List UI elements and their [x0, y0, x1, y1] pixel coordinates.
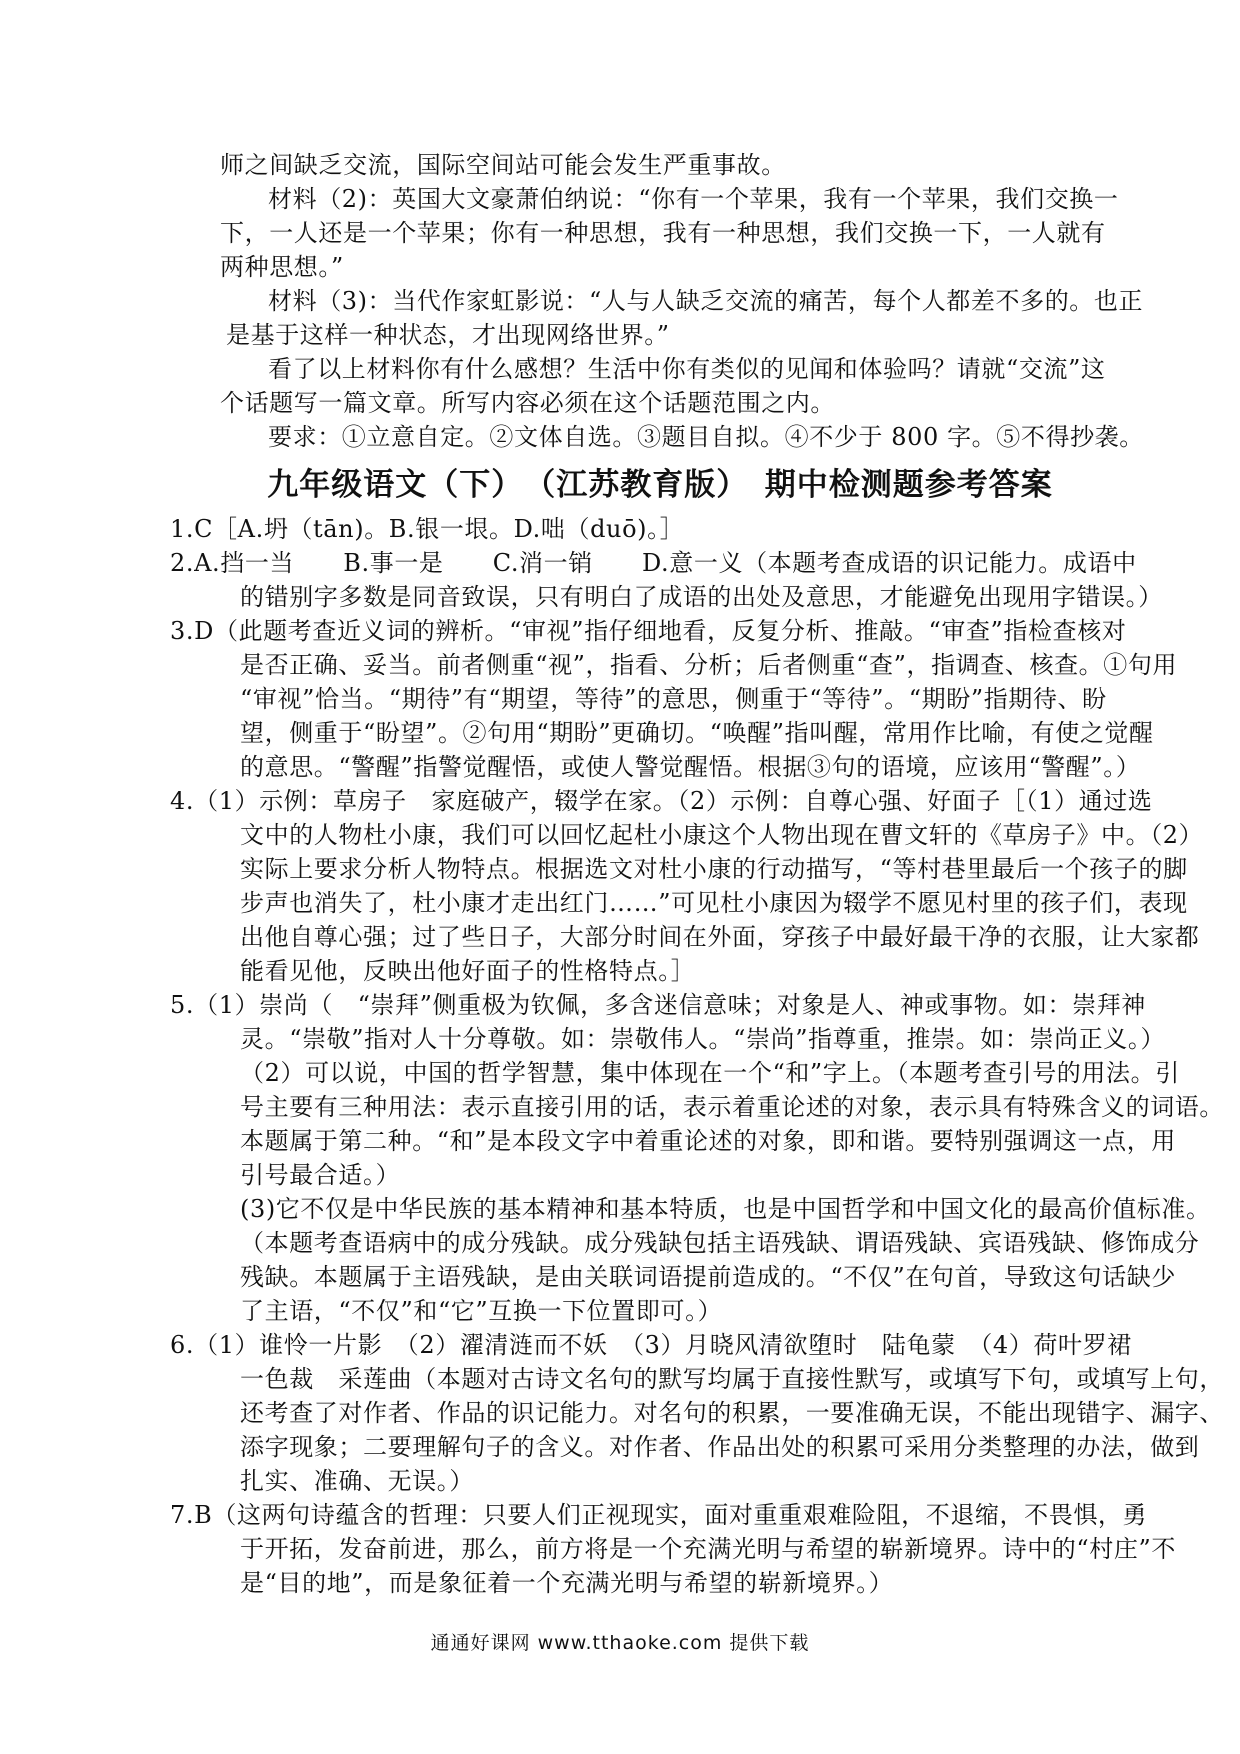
- answer-item: 1.C［A.坍（tān)。B.银一垠。D.咄（duō)。］: [170, 515, 685, 543]
- answer-line: (3)它不仅是中华民族的基本精神和基本特质，也是中国哲学和中国文化的最高价值标准。: [240, 1195, 1211, 1223]
- answer-key-title: 九年级语文（下） （江苏教育版） 期中检测题参考答案: [267, 467, 1053, 503]
- answer-line: 了主语，“不仅”和“它”互换一下位置即可。）: [240, 1297, 723, 1325]
- answer-line: 残缺。本题属于主语残缺，是由关联词语提前造成的。“不仅”在句首，导致这句话缺少: [240, 1263, 1176, 1291]
- answer-line: 扎实、准确、无误。）: [240, 1467, 474, 1495]
- answer-line: 引号最合适。）: [240, 1161, 401, 1189]
- answer-line: 是“目的地”，而是象征着一个充满光明与希望的崭新境界。）: [240, 1569, 894, 1597]
- essay-line: 个话题写一篇文章。所写内容必须在这个话题范围之内。: [220, 389, 835, 417]
- essay-line: 材料（3)：当代作家虹影说：“人与人缺乏交流的痛苦，每个人都差不多的。也正: [268, 287, 1144, 315]
- answer-item: 6.（1）谁怜一片影 （2）濯清涟而不妖 （3）月晓风清欲堕时 陆龟蒙 （4）荷叶罗裙: [170, 1331, 1132, 1359]
- answer-line: 还考查了对作者、作品的识记能力。对名句的积累，一要准确无误，不能出现错字、漏字、: [240, 1399, 1224, 1427]
- answer-line: 于开拓，发奋前进，那么，前方将是一个充满光明与希望的崭新境界。诗中的“村庄”不: [240, 1535, 1176, 1563]
- answer-item: 3.D（此题考查近义词的辨析。“审视”指仔细地看，反复分析、推敲。“审查”指检查核对: [170, 617, 1127, 645]
- answer-line: 能看见他，反映出他好面子的性格特点。］: [240, 957, 696, 985]
- answer-line: 号主要有三种用法：表示直接引用的话，表示着重论述的对象，表示具有特殊含义的词语。: [240, 1093, 1224, 1121]
- answer-line: 实际上要求分析人物特点。根据选文对杜小康的行动描写，“等村巷里最后一个孩子的脚: [240, 855, 1188, 883]
- footer-credit: 通通好课网 www.tthaoke.com 提供下载: [430, 1632, 810, 1654]
- answer-line: 出他自尊心强；过了些日子，大部分时间在外面，穿孩子中最好最干净的衣服，让大家都: [240, 923, 1200, 951]
- answer-line: 的错别字多数是同音致误，只有明白了成语的出处及意思，才能避免出现用字错误。）: [240, 583, 1163, 611]
- essay-line: 师之间缺乏交流，国际空间站可能会发生严重事故。: [220, 151, 786, 179]
- answer-line: “审视”恰当。“期待”有“期望，等待”的意思，侧重于“等待”。“期盼”指期待、盼: [240, 685, 1107, 713]
- answer-line: 文中的人物杜小康，我们可以回忆起杜小康这个人物出现在曹文轩的《草房子》中。（2）: [240, 821, 1204, 849]
- answer-line: 步声也消失了，杜小康才走出红门……”可见杜小康因为辍学不愿见村里的孩子们，表现: [240, 889, 1188, 917]
- essay-line: 是基于这样一种状态，才出现网络世界。”: [226, 321, 670, 349]
- answer-line: （本题考查语病中的成分残缺。成分残缺包括主语残缺、谓语残缺、宾语残缺、修饰成分: [240, 1229, 1200, 1257]
- answer-item: 7.B（这两句诗蕴含的哲理：只要人们正视现实，面对重重艰难险阻，不退缩，不畏惧，勇: [170, 1501, 1148, 1529]
- essay-requirements: 要求：①立意自定。②文体自选。③题目自拟。④不少于 800 字。⑤不得抄袭。: [268, 423, 1144, 451]
- answer-line: 灵。“崇敬”指对人十分尊敬。如：崇敬伟人。“崇尚”指尊重，推崇。如：崇尚正义。）: [240, 1025, 1166, 1053]
- answer-line: 添字现象；二要理解句子的含义。对作者、作品出处的积累可采用分类整理的办法，做到: [240, 1433, 1200, 1461]
- essay-line: 材料（2)：英国大文豪萧伯纳说：“你有一个苹果，我有一个苹果，我们交换一: [268, 185, 1119, 213]
- essay-line: 两种思想。”: [220, 253, 344, 281]
- answer-item: 2.A.挡一当 B.事一是 C.消一销 D.意一义（本题考查成语的识记能力。成语中: [170, 549, 1137, 577]
- answer-line: 的意思。“警醒”指警觉醒悟，或使人警觉醒悟。根据③句的语境，应该用“警醒”。）: [240, 753, 1141, 781]
- answer-line: 是否正确、妥当。前者侧重“视”，指看、分析；后者侧重“查”，指调查、核查。①句用: [240, 651, 1178, 679]
- answer-item: 4.（1）示例：草房子 家庭破产，辍学在家。（2）示例：自尊心强、好面子［（1）通过选: [170, 787, 1153, 815]
- answer-line: （2）可以说，中国的哲学智慧，集中体现在一个“和”字上。（本题考查引号的用法。引: [240, 1059, 1180, 1087]
- answer-line: 一色裁 采莲曲（本题对古诗文名句的默写均属于直接性默写，或填写下句，或填写上句，: [240, 1365, 1224, 1393]
- answer-item: 5.（1）崇尚（ “崇拜”侧重极为钦佩，多含迷信意味；对象是人、神或事物。如：崇拜神: [170, 991, 1146, 1019]
- essay-line: 下，一人还是一个苹果；你有一种思想，我有一种思想，我们交换一下，一人就有: [220, 219, 1106, 247]
- document-page: [170, 148, 1224, 1600]
- essay-line: 看了以上材料你有什么感想？生活中你有类似的见闻和体验吗？请就“交流”这: [268, 355, 1106, 383]
- answer-line: 望，侧重于“盼望”。②句用“期盼”更确切。“唤醒”指叫醒，常用作比喻，有使之觉醒: [240, 719, 1154, 747]
- answer-line: 本题属于第二种。“和”是本段文字中着重论述的对象，即和谐。要特别强调这一点，用: [240, 1127, 1176, 1155]
